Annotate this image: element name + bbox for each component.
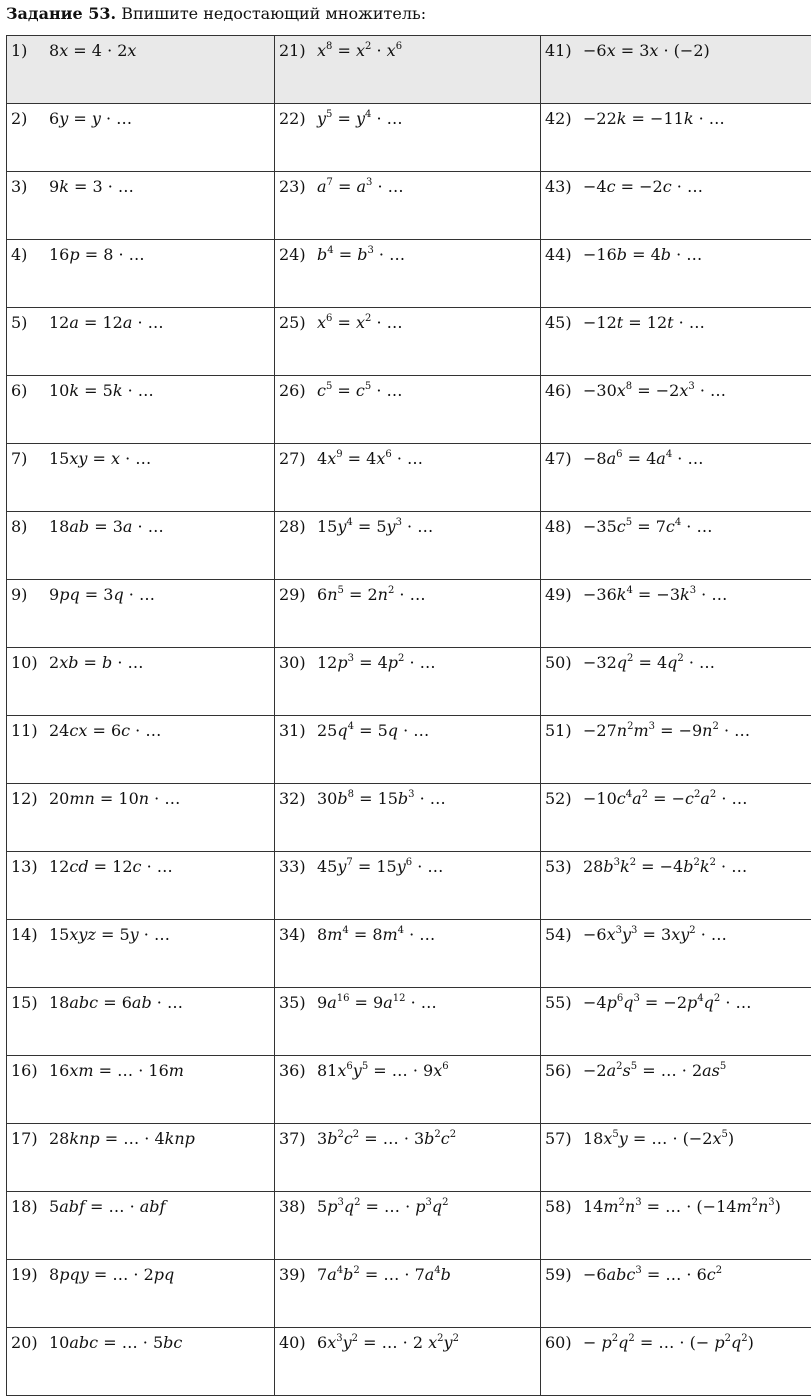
exercise-cell — [7, 1328, 275, 1396]
exercise-cell — [7, 36, 275, 104]
exercise-cell — [541, 512, 811, 580]
exercise-cell — [541, 988, 811, 1056]
exercise-expression: 10abc = … · 5bc — [49, 1333, 182, 1352]
exercise-row — [7, 308, 811, 376]
exercise-expression: − $p^2q^2$ = … · (− $p^2q^2$) — [583, 1333, 754, 1352]
exercise-row — [7, 36, 811, 104]
exercise-cell — [275, 172, 541, 240]
exercise-cell — [275, 36, 541, 104]
exercise-number: 1) — [11, 41, 49, 60]
exercise-expression: −16b = 4b · … — [583, 245, 702, 264]
exercise-number: 17) — [11, 1129, 49, 1148]
exercise-expression: $18x^5y$ = … · $(-2x^5)$ — [583, 1129, 734, 1148]
exercise-expression: $14m^2n^3$ = … · $(-14m^2n^3)$ — [583, 1197, 781, 1216]
exercise-number: 2) — [11, 109, 49, 128]
exercise-expression: $12p^3 = 4p^2$ · … — [317, 653, 436, 672]
exercise-cell — [275, 376, 541, 444]
exercise-expression: 12a = 12a · … — [49, 313, 164, 332]
exercise-expression: 16xm = … · 16m — [49, 1061, 184, 1080]
exercise-number: 59) — [545, 1265, 583, 1284]
exercise-cell — [275, 988, 541, 1056]
exercise-number: 35) — [279, 993, 317, 1012]
exercise-expression: $y^5 = y^4$ · … — [317, 109, 403, 128]
exercise-number: 58) — [545, 1197, 583, 1216]
exercise-cell — [275, 920, 541, 988]
exercise-cell — [541, 1192, 811, 1260]
exercise-cell — [541, 172, 811, 240]
exercise-cell — [7, 104, 275, 172]
exercise-number: 15) — [11, 993, 49, 1012]
exercise-number: 43) — [545, 177, 583, 196]
exercise-expression: $-30x^8 = -2x^3$ · … — [583, 381, 726, 400]
exercise-expression: $4x^9 = 4x^6$ · … — [317, 449, 423, 468]
exercise-row — [7, 988, 811, 1056]
exercise-number: 37) — [279, 1129, 317, 1148]
exercise-number: 10) — [11, 653, 49, 672]
exercise-expression: 15xy = x · … — [49, 449, 151, 468]
exercise-number: 56) — [545, 1061, 583, 1080]
exercise-expression: $7a^4b^2$ = … · $7a^4b$ — [317, 1265, 451, 1284]
exercise-cell — [7, 172, 275, 240]
exercise-expression: $x^8 = x^2 \cdot x^6$ — [317, 41, 402, 60]
exercise-expression: $45y^7 = 15y^6$ · … — [317, 857, 443, 876]
exercise-row — [7, 376, 811, 444]
exercise-number: 55) — [545, 993, 583, 1012]
exercise-cell — [7, 716, 275, 784]
exercise-cell — [7, 648, 275, 716]
exercise-cell — [541, 376, 811, 444]
exercise-row — [7, 920, 811, 988]
exercise-expression: $8m^4 = 8m^4$ · … — [317, 925, 435, 944]
exercise-expression: 18abc = 6ab · … — [49, 993, 183, 1012]
exercise-number: 50) — [545, 653, 583, 672]
exercise-cell — [7, 1192, 275, 1260]
exercise-expression: 5abf = … · abf — [49, 1197, 165, 1216]
exercise-expression: $81x^6y^5$ = … · $9x^6$ — [317, 1061, 449, 1080]
exercise-expression: −12t = 12t · … — [583, 313, 705, 332]
exercise-expression: 12cd = 12c · … — [49, 857, 173, 876]
exercise-cell — [541, 580, 811, 648]
exercise-number: 54) — [545, 925, 583, 944]
exercise-expression: −4c = −2c · … — [583, 177, 703, 196]
exercise-number: 9) — [11, 585, 49, 604]
exercise-cell — [7, 308, 275, 376]
exercise-expression: $-35c^5 = 7c^4$ · … — [583, 517, 712, 536]
exercise-number: 60) — [545, 1333, 583, 1352]
exercise-cell — [275, 852, 541, 920]
exercise-number: 36) — [279, 1061, 317, 1080]
exercise-number: 44) — [545, 245, 583, 264]
exercise-number: 34) — [279, 925, 317, 944]
exercise-number: 32) — [279, 789, 317, 808]
exercise-expression: $3b^2c^2$ = … · $3b^2c^2$ — [317, 1129, 456, 1148]
exercise-cell — [275, 1192, 541, 1260]
exercise-expression: $-10c^4a^2 = -c^2a^2$ · … — [583, 789, 748, 808]
exercise-number: 12) — [11, 789, 49, 808]
exercise-number: 48) — [545, 517, 583, 536]
exercise-row — [7, 784, 811, 852]
exercise-cell — [275, 1260, 541, 1328]
exercise-row — [7, 1328, 811, 1396]
exercise-cell — [275, 716, 541, 784]
exercise-row — [7, 852, 811, 920]
exercise-expression: 9k = 3 · … — [49, 177, 134, 196]
exercise-expression: 9pq = 3q · … — [49, 585, 155, 604]
exercise-number: 39) — [279, 1265, 317, 1284]
exercise-number: 45) — [545, 313, 583, 332]
exercise-cell — [541, 444, 811, 512]
exercise-expression: $-2a^2s^5$ = … · $2as^5$ — [583, 1061, 726, 1080]
exercise-number: 19) — [11, 1265, 49, 1284]
exercise-expression: $-32q^2 = 4q^2$ · … — [583, 653, 715, 672]
exercise-number: 7) — [11, 449, 49, 468]
exercise-cell — [541, 716, 811, 784]
exercise-cell — [541, 784, 811, 852]
exercise-cell — [275, 512, 541, 580]
exercise-cell — [275, 1328, 541, 1396]
exercise-number: 28) — [279, 517, 317, 536]
exercise-row — [7, 1124, 811, 1192]
exercise-number: 25) — [279, 313, 317, 332]
exercise-number: 13) — [11, 857, 49, 876]
task-instruction: Впишите недостающий множитель: — [121, 4, 426, 23]
exercise-expression: $-4p^6q^3 = -2p^4q^2$ · … — [583, 993, 752, 1012]
exercise-row — [7, 648, 811, 716]
exercise-number: 38) — [279, 1197, 317, 1216]
exercise-row — [7, 512, 811, 580]
exercise-expression: 16p = 8 · … — [49, 245, 145, 264]
exercise-expression: $b^4 = b^3$ · … — [317, 245, 405, 264]
exercise-cell — [541, 36, 811, 104]
exercise-number: 23) — [279, 177, 317, 196]
exercise-number: 26) — [279, 381, 317, 400]
exercise-expression: −22k = −11k · … — [583, 109, 725, 128]
exercise-expression: $a^7 = a^3$ · … — [317, 177, 404, 196]
exercise-number: 20) — [11, 1333, 49, 1352]
exercise-expression: −6abc$^3$ = … · $6c^2$ — [583, 1265, 722, 1284]
exercise-cell — [275, 308, 541, 376]
exercise-number: 18) — [11, 1197, 49, 1216]
exercise-row — [7, 1056, 811, 1124]
exercise-cell — [7, 1124, 275, 1192]
exercise-number: 3) — [11, 177, 49, 196]
exercise-table — [6, 35, 811, 1396]
exercise-number: 14) — [11, 925, 49, 944]
exercise-expression: 15xyz = 5y · … — [49, 925, 170, 944]
exercise-cell — [275, 580, 541, 648]
exercise-expression: $x^6 = x^2$ · … — [317, 313, 403, 332]
exercise-cell — [275, 1056, 541, 1124]
exercise-number: 5) — [11, 313, 49, 332]
exercise-number: 8) — [11, 517, 49, 536]
exercise-number: 47) — [545, 449, 583, 468]
exercise-expression: 20mn = 10n · … — [49, 789, 180, 808]
exercise-cell — [7, 376, 275, 444]
exercise-expression: $6x^3y^2$ = … · 2 $x^2y^2$ — [317, 1333, 459, 1352]
exercise-cell — [541, 852, 811, 920]
exercise-number: 33) — [279, 857, 317, 876]
exercise-cell — [7, 580, 275, 648]
exercise-expression: −6x = 3x · (−2) — [583, 41, 710, 60]
exercise-expression: $15y^4 = 5y^3$ · … — [317, 517, 433, 536]
exercise-expression: 8pqy = … · 2pq — [49, 1265, 174, 1284]
exercise-expression: 2xb = b · … — [49, 653, 144, 672]
exercise-cell — [541, 1056, 811, 1124]
exercise-expression: $-8a^6 = 4a^4$ · … — [583, 449, 703, 468]
exercise-row — [7, 716, 811, 784]
exercise-number: 51) — [545, 721, 583, 740]
exercise-expression: $-36k^4 = -3k^3$ · … — [583, 585, 727, 604]
task-title: Задание 53. — [6, 4, 116, 23]
exercise-cell — [275, 648, 541, 716]
exercise-expression: $-6x^3y^3 = 3xy^2$ · … — [583, 925, 727, 944]
exercise-expression: $6n^5 = 2n^2$ · … — [317, 585, 426, 604]
exercise-expression: 28knp = … · 4knp — [49, 1129, 195, 1148]
exercise-cell — [275, 1124, 541, 1192]
exercise-number: 42) — [545, 109, 583, 128]
exercise-cell — [7, 512, 275, 580]
exercise-cell — [7, 784, 275, 852]
exercise-cell — [541, 308, 811, 376]
exercise-row — [7, 580, 811, 648]
exercise-cell — [541, 104, 811, 172]
exercise-expression: $28b^3k^2 = -4b^2k^2$ · … — [583, 857, 747, 876]
exercise-expression: 10k = 5k · … — [49, 381, 154, 400]
exercise-cell — [7, 444, 275, 512]
exercise-row — [7, 172, 811, 240]
exercise-expression: $9a^{16} = 9a^{12}$ · … — [317, 993, 437, 1012]
exercise-number: 57) — [545, 1129, 583, 1148]
exercise-number: 22) — [279, 109, 317, 128]
exercise-number: 40) — [279, 1333, 317, 1352]
exercise-number: 11) — [11, 721, 49, 740]
exercise-cell — [7, 852, 275, 920]
exercise-number: 46) — [545, 381, 583, 400]
exercise-row — [7, 1192, 811, 1260]
exercise-cell — [7, 240, 275, 308]
exercise-expression: 6y = y · … — [49, 109, 132, 128]
exercise-expression: 24cx = 6c · … — [49, 721, 161, 740]
exercise-expression: $5p^3q^2$ = … · $p^3q^2$ — [317, 1197, 449, 1216]
exercise-number: 27) — [279, 449, 317, 468]
exercise-cell — [541, 1328, 811, 1396]
exercise-cell — [7, 1056, 275, 1124]
exercise-row — [7, 240, 811, 308]
exercise-row — [7, 1260, 811, 1328]
exercise-cell — [275, 240, 541, 308]
exercise-number: 41) — [545, 41, 583, 60]
exercise-number: 30) — [279, 653, 317, 672]
task-header — [6, 4, 426, 23]
exercise-row — [7, 444, 811, 512]
exercise-number: 21) — [279, 41, 317, 60]
exercise-cell — [541, 1260, 811, 1328]
exercise-number: 52) — [545, 789, 583, 808]
exercise-cell — [541, 240, 811, 308]
exercise-expression: $25q^4 = 5q$ · … — [317, 721, 429, 740]
exercise-number: 53) — [545, 857, 583, 876]
exercise-cell — [541, 1124, 811, 1192]
exercise-cell — [7, 988, 275, 1056]
exercise-cell — [7, 1260, 275, 1328]
exercise-expression: $c^5 = c^5$ · … — [317, 381, 403, 400]
exercise-row — [7, 104, 811, 172]
exercise-number: 29) — [279, 585, 317, 604]
exercise-number: 49) — [545, 585, 583, 604]
exercise-cell — [275, 784, 541, 852]
exercise-number: 16) — [11, 1061, 49, 1080]
exercise-cell — [275, 104, 541, 172]
exercise-cell — [275, 444, 541, 512]
exercise-number: 6) — [11, 381, 49, 400]
exercise-expression: 8x = 4 · 2x — [49, 41, 136, 60]
exercise-expression: $30b^8 = 15b^3$ · … — [317, 789, 446, 808]
exercise-cell — [541, 648, 811, 716]
exercise-expression: $-27n^2m^3 = -9n^2$ · … — [583, 721, 750, 740]
exercise-number: 4) — [11, 245, 49, 264]
exercise-cell — [7, 920, 275, 988]
exercise-cell — [541, 920, 811, 988]
exercise-number: 24) — [279, 245, 317, 264]
exercise-number: 31) — [279, 721, 317, 740]
exercise-expression: 18ab = 3a · … — [49, 517, 164, 536]
